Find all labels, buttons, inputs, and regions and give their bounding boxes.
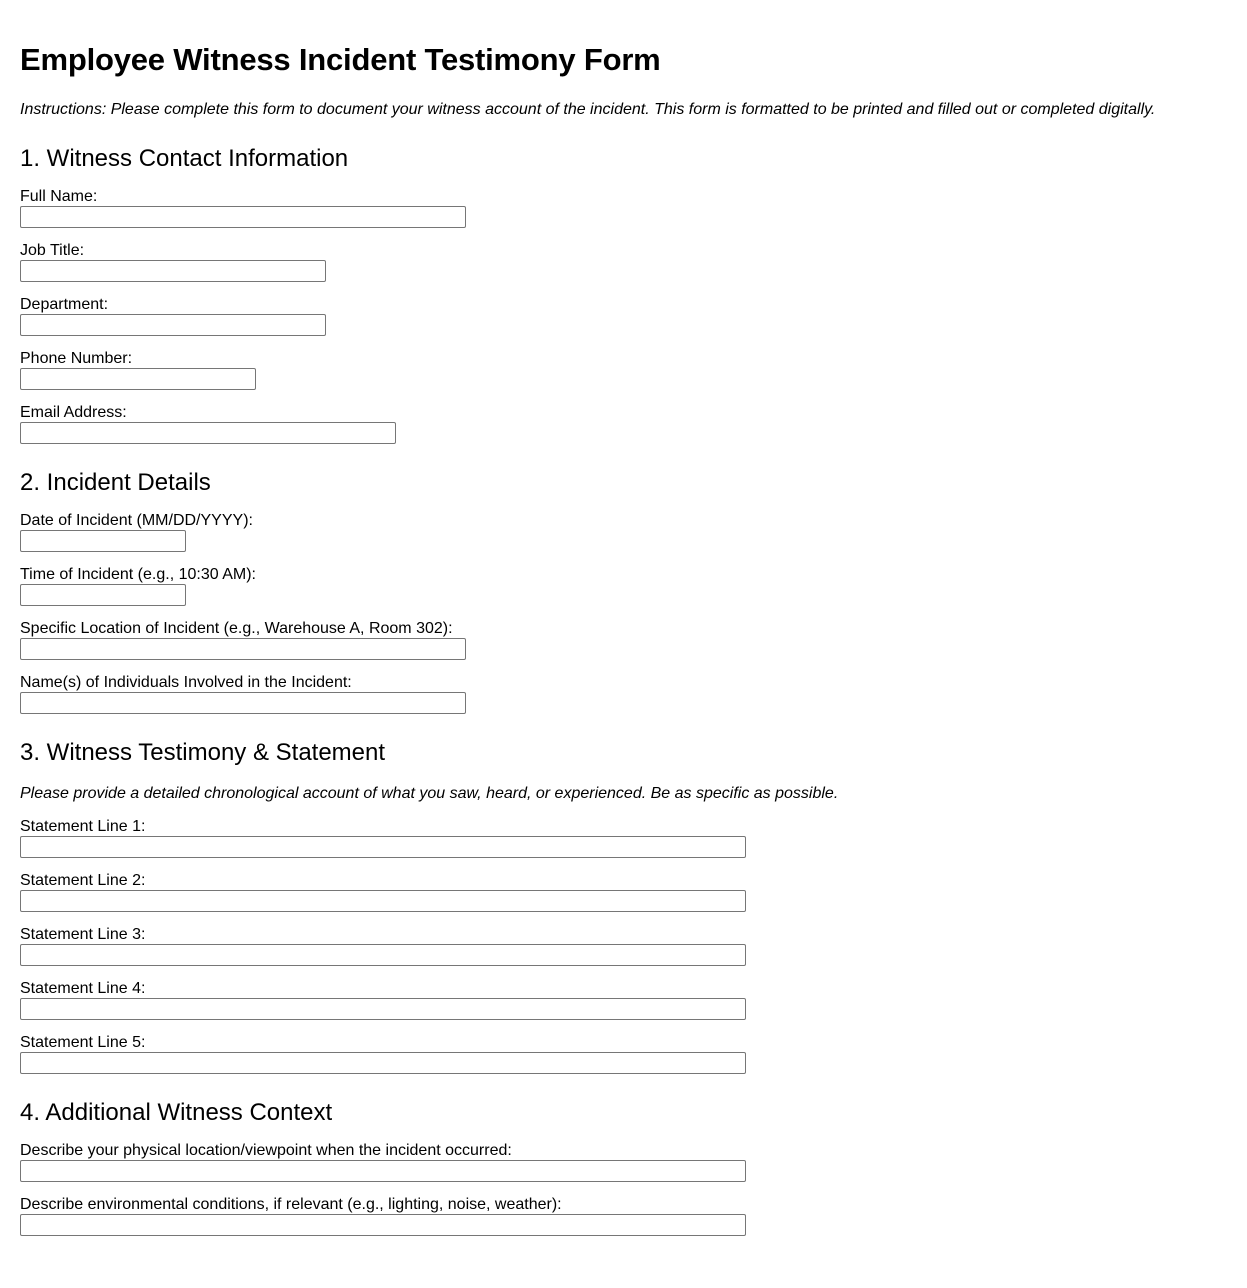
section-heading-contact: 1. Witness Contact Information	[20, 145, 349, 172]
statement-line-2-label: Statement Line 2:	[20, 872, 146, 889]
email-label: Email Address:	[20, 404, 127, 421]
incident-location-label: Specific Location of Incident (e.g., Warehouse A, Room 302):	[20, 620, 453, 637]
job-title-label: Job Title:	[20, 242, 85, 259]
job-title-input[interactable]	[20, 260, 326, 282]
statement-line-4-field-group	[20, 980, 1227, 1020]
incident-location-field-group	[20, 620, 1227, 660]
environment-field-group	[20, 1196, 1227, 1236]
form-instructions: Instructions: Please complete this form to document your witness account of the incident. This form is formatted to be printed and filled out or completed digitally.	[20, 101, 1156, 118]
full-name-input[interactable]	[20, 206, 466, 228]
environment-input[interactable]	[20, 1214, 746, 1236]
department-label: Department:	[20, 296, 109, 313]
statement-line-2-input[interactable]	[20, 890, 746, 912]
job-title-field-group	[20, 242, 1227, 282]
statement-line-1-field-group	[20, 818, 1227, 858]
viewpoint-field-group	[20, 1142, 1227, 1182]
department-input[interactable]	[20, 314, 326, 336]
statement-line-3-field-group	[20, 926, 1227, 966]
section-heading-incident: 2. Incident Details	[20, 469, 211, 496]
individuals-involved-label: Name(s) of Individuals Involved in the Incident:	[20, 674, 352, 691]
statement-line-2-field-group	[20, 872, 1227, 912]
viewpoint-input[interactable]	[20, 1160, 746, 1182]
statement-line-3-label: Statement Line 3:	[20, 926, 146, 943]
section-heading-testimony: 3. Witness Testimony & Statement	[20, 739, 386, 766]
incident-location-input[interactable]	[20, 638, 466, 660]
full-name-field-group	[20, 188, 1227, 228]
email-field-group	[20, 404, 1227, 444]
form-title: Employee Witness Incident Testimony Form	[20, 42, 661, 77]
phone-label: Phone Number:	[20, 350, 133, 367]
email-input[interactable]	[20, 422, 396, 444]
statement-line-1-input[interactable]	[20, 836, 746, 858]
incident-time-label: Time of Incident (e.g., 10:30 AM):	[20, 566, 256, 583]
phone-input[interactable]	[20, 368, 256, 390]
statement-line-5-field-group	[20, 1034, 1227, 1074]
statement-line-1-label: Statement Line 1:	[20, 818, 146, 835]
phone-field-group	[20, 350, 1227, 390]
statement-line-3-input[interactable]	[20, 944, 746, 966]
incident-date-label: Date of Incident (MM/DD/YYYY):	[20, 512, 253, 529]
testimony-note: Please provide a detailed chronological account of what you saw, heard, or experienced. Be as specific as possible.	[20, 785, 839, 802]
individuals-involved-field-group	[20, 674, 1227, 714]
viewpoint-label: Describe your physical location/viewpoint when the incident occurred:	[20, 1142, 512, 1159]
incident-date-input[interactable]	[20, 530, 186, 552]
incident-time-input[interactable]	[20, 584, 186, 606]
environment-label: Describe environmental conditions, if relevant (e.g., lighting, noise, weather):	[20, 1196, 562, 1213]
department-field-group	[20, 296, 1227, 336]
statement-line-5-label: Statement Line 5:	[20, 1034, 146, 1051]
statement-line-4-label: Statement Line 4:	[20, 980, 146, 997]
statement-line-5-input[interactable]	[20, 1052, 746, 1074]
incident-date-field-group	[20, 512, 1227, 552]
individuals-involved-input[interactable]	[20, 692, 466, 714]
full-name-label: Full Name:	[20, 188, 98, 205]
incident-time-field-group	[20, 566, 1227, 606]
section-heading-context: 4. Additional Witness Context	[20, 1099, 333, 1126]
statement-line-4-input[interactable]	[20, 998, 746, 1020]
